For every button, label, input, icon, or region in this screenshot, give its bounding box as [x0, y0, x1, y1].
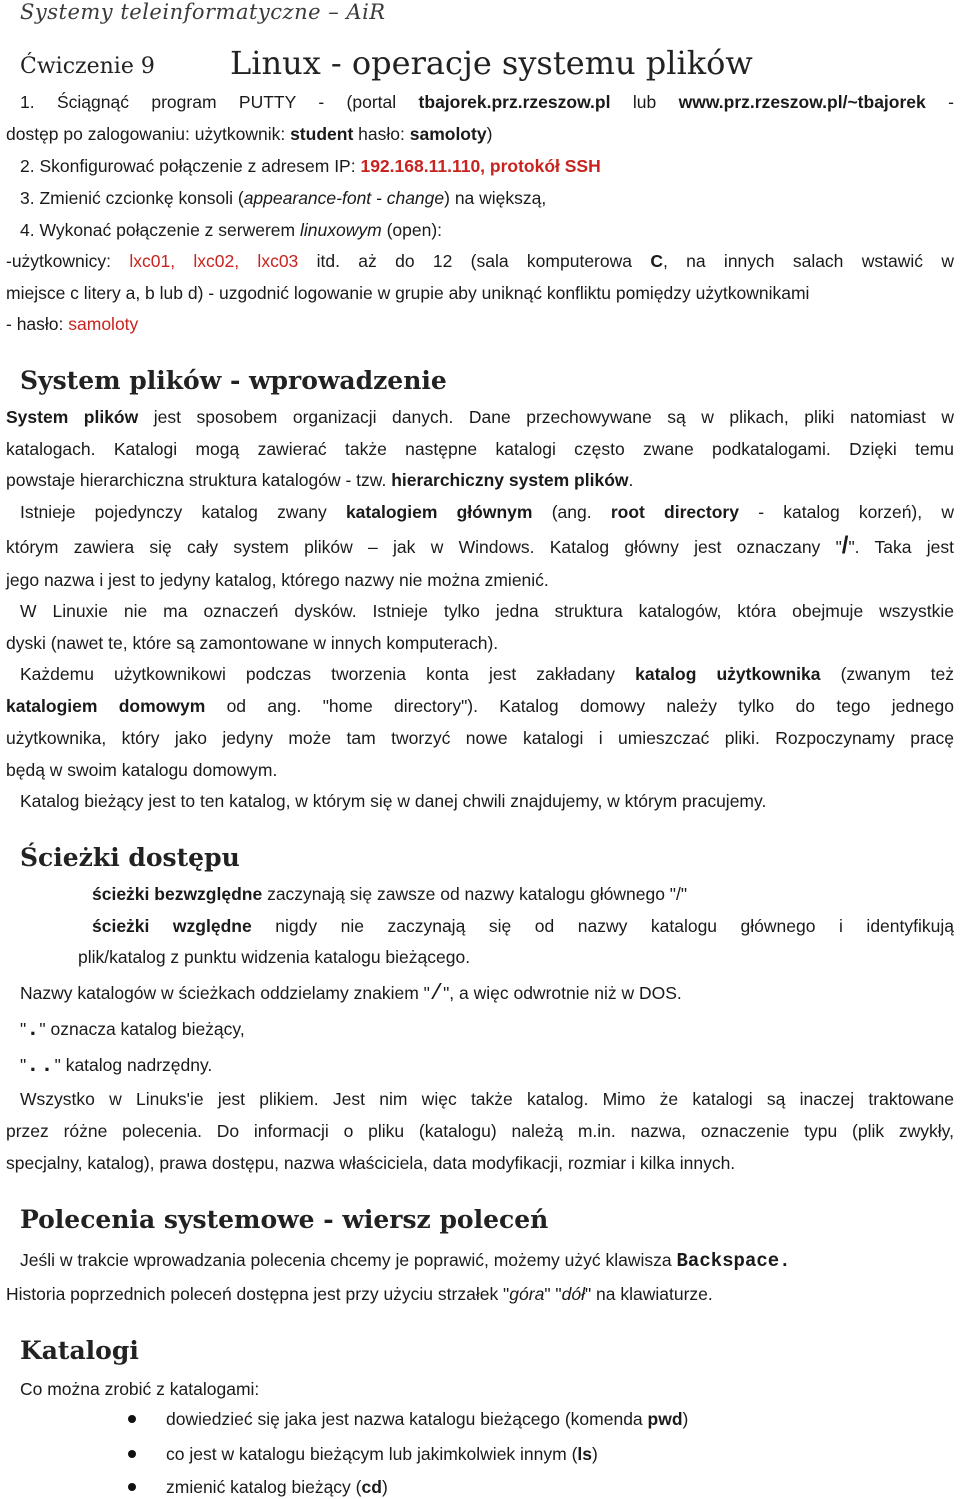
password-label: - hasło:: [6, 314, 64, 334]
step-1-line: [20, 90, 954, 114]
fs-p2-text-3: którym zawiera się cały system plików – jak w Windows. Katalog główny jest oznaczany ": [6, 537, 842, 557]
fs-p1-line3: [6, 468, 954, 492]
backspace-line: [20, 1248, 954, 1273]
step-1-number: 1.: [20, 92, 35, 112]
list-item-end: ): [592, 1444, 598, 1464]
list-item: [166, 1442, 598, 1466]
cmd-cd: cd: [361, 1477, 382, 1497]
absolute-path-text: zaczynają się zawsze od nazwy katalogu głównego "/": [267, 884, 688, 904]
users-text-2: , na innych salach wstawić w: [662, 251, 954, 271]
step-3-text: 3. Zmienić czcionkę konsoli (: [20, 188, 244, 208]
fs-p1-text-3: powstaje hierarchiczna struktura katalogów - tzw.: [6, 470, 387, 490]
step-2-line: [20, 154, 960, 178]
fs-p4-text-2: (zwanym też: [840, 664, 954, 684]
room-letter: C: [650, 251, 663, 271]
step-1-login-line: [6, 122, 954, 146]
login-user: student: [290, 124, 354, 144]
fs-p2-line3: jego nazwa i jest to jedyny katalog, którego nazwy nie można zmienić.: [6, 570, 549, 590]
section-heading-directories: Katalogi: [20, 1336, 139, 1365]
relative-path-term: ścieżki względne: [92, 916, 252, 936]
step-4-text: 4. Wykonać połączenie z serwerem: [20, 220, 296, 240]
fs-p2-line2: [6, 534, 954, 559]
fs-p2-text-2: - katalog korzeń), w: [758, 502, 954, 522]
list-item: [166, 1407, 688, 1431]
fs-p1-dot: .: [628, 470, 634, 490]
parent-dir-quote: ": [20, 1055, 27, 1075]
root-directory-term: root directory: [610, 502, 739, 522]
users-line-2: miejsce c litery a, b lub d) - uzgodnić logowanie w grupie aby uniknąć konfliktu pomiędzy użytkownikami: [6, 283, 810, 303]
password-line: [6, 312, 954, 336]
fs-p2-line1: [20, 500, 954, 524]
parent-dir-line: [20, 1053, 960, 1078]
exercise-number: Ćwiczenie 9: [20, 54, 155, 79]
fs-p5: Katalog bieżący jest to ten katalog, w którym się w danej chwili znajdujemy, w którym pracujemy.: [20, 791, 767, 811]
everything-file-line1: Wszystko w Linuks'ie jest plikiem. Jest nim więc także katalog. Mimo że katalogi są inaczej traktowane: [20, 1089, 954, 1109]
bullet-icon: [128, 1450, 136, 1458]
list-item-text: co jest w katalogu bieżącym lub jakimkolwiek innym (: [166, 1444, 578, 1464]
backspace-text: Jeśli w trakcie wprowadzania polecenia chcemy je poprawić, możemy użyć klawisza: [20, 1250, 672, 1270]
separator-slash: /: [429, 981, 444, 1006]
history-text-end: " na klawiaturze.: [584, 1284, 713, 1304]
section-heading-commands: Polecenia systemowe - wiersz poleceń: [20, 1205, 549, 1234]
fs-p3-line2: dyski (nawet te, które są zamontowane w innych komputerach).: [6, 633, 499, 653]
arrow-up-word: góra: [509, 1284, 545, 1304]
step-1-or: lub: [632, 92, 657, 112]
bullet-icon: [128, 1415, 136, 1423]
step-1-dash: -: [948, 92, 954, 112]
login-pass: samoloty: [409, 124, 487, 144]
user-dir-term: katalog użytkownika: [635, 664, 821, 684]
everything-file-line2: przez różne polecenia. Do informacji o pliku (katalogu) należą m.in. nazwa, oznaczenie typu (plik zwykły,: [6, 1121, 954, 1141]
step-1-text: Ściągnąć program PUTTY - (portal: [57, 92, 397, 112]
fs-p2-ang: (ang.: [551, 502, 592, 522]
step-2-text: 2. Skonfigurować połączenie z adresem IP:: [20, 156, 356, 176]
current-dir-quote: ": [20, 1019, 27, 1039]
separator-line: [20, 981, 960, 1006]
fs-p2-text: Istnieje pojedynczy katalog zwany: [20, 502, 327, 522]
section-heading-paths: Ścieżki dostępu: [20, 843, 240, 872]
users-text: itd. aż do 12 (sala komputerowa: [316, 251, 632, 271]
history-quotes: " ": [544, 1284, 562, 1304]
fs-p4-line4: będą w swoim katalogu domowym.: [6, 760, 278, 780]
relative-path-line: [92, 914, 954, 938]
fs-p4-line3: użytkownika, który jako jedyny może tam tworzyć nowe katalogi i umieszczać pliki. Rozpoczynamy pracę: [6, 728, 954, 748]
exercise-title: Linux - operacje systemu plików: [230, 44, 753, 82]
step-3-line: [20, 186, 960, 210]
absolute-path-term: ścieżki bezwzględne: [92, 884, 263, 904]
fs-p4-line1: [20, 662, 954, 686]
list-item-end: ): [682, 1409, 689, 1429]
section-heading-filesystem: System plików - wprowadzenie: [20, 366, 447, 395]
everything-file-line3: specjalny, katalog), prawa dostępu, nazwa właściciela, data modyfikacji, rozmiar i kilka innych.: [6, 1153, 736, 1173]
fs-p3-line1: W Linuxie nie ma oznaczeń dysków. Istnieje tylko jedna struktura katalogów, która obejmuje wszystkie: [20, 601, 954, 621]
separator-text: Nazwy katalogów w ścieżkach oddzielamy znakiem ": [20, 983, 430, 1003]
relative-path-line-2: plik/katalog z punktu widzenia katalogu bieżącego.: [78, 947, 471, 967]
backspace-key: Backspace.: [676, 1250, 791, 1272]
fs-p4-line2: [6, 694, 954, 718]
fs-p4-text: Każdemu użytkownikowi podczas tworzenia konta jest zakładany: [20, 664, 616, 684]
users-line: [6, 249, 954, 273]
current-dir-dot: .: [26, 1017, 40, 1042]
list-item-end: ): [381, 1477, 388, 1497]
list-item-text: dowiedzieć się jaka jest nazwa katalogu bieżącego (komenda: [166, 1409, 648, 1429]
portal-link[interactable]: tbajorek.prz.rzeszow.pl: [418, 92, 611, 112]
fs-p1-line1: [6, 405, 954, 429]
directories-intro: Co można zrobić z katalogami:: [20, 1379, 260, 1399]
course-header: Systemy teleinformatyczne – AiR: [20, 0, 386, 24]
login-label: dostęp po zalogowaniu: użytkownik:: [6, 124, 286, 144]
cmd-ls: ls: [577, 1444, 593, 1464]
password-value: samoloty: [68, 314, 139, 334]
login-pass-label: hasło:: [358, 124, 405, 144]
step-4-italic: linuxowym: [299, 220, 382, 240]
list-item: [166, 1475, 388, 1499]
users-list: lxc01, lxc02, lxc03: [129, 251, 299, 271]
step-4-line: [20, 218, 960, 242]
users-label: -użytkownicy:: [6, 251, 112, 271]
history-line: [6, 1282, 954, 1306]
fs-p4-text-3: od ang. "home directory"). Katalog domowy należy tylko do tego jednego: [226, 696, 954, 716]
absolute-path-line: [92, 882, 952, 906]
root-slash: /: [841, 532, 849, 559]
cmd-pwd: pwd: [647, 1409, 683, 1429]
parent-dir-dots: ..: [26, 1053, 55, 1078]
history-text: Historia poprzednich poleceń dostępna jest przy użyciu strzałek ": [6, 1284, 510, 1304]
home-dir-term: katalogiem domowym: [6, 696, 206, 716]
fs-p1-line2: katalogach. Katalogi mogą zawierać także następne katalogi często zwane podkatalogami. Dzięki temu: [6, 439, 954, 459]
root-dir-term: katalogiem głównym: [345, 502, 533, 522]
step-3-end: ) na większą,: [444, 188, 547, 208]
login-close-paren: ): [486, 124, 493, 144]
current-dir-text: " oznacza katalog bieżący,: [39, 1019, 245, 1039]
website-link[interactable]: www.prz.rzeszow.pl/~tbajorek: [678, 92, 926, 112]
relative-path-text: nigdy nie zaczynają się od nazwy katalogu głównego i identyfikują: [275, 916, 954, 936]
list-item-text: zmienić katalog bieżący (: [166, 1477, 362, 1497]
step-3-italic: appearance-font - change: [243, 188, 445, 208]
ip-address: 192.168.11.110, protokół SSH: [360, 156, 601, 176]
current-dir-line: [20, 1017, 960, 1042]
exercise-title-row: [20, 44, 950, 84]
hierarchical-fs-term: hierarchiczny system plików: [391, 470, 629, 490]
fs-term: System plików: [6, 407, 139, 427]
fs-p2-text-4: ". Taka jest: [848, 537, 954, 557]
fs-p1-text: jest sposobem organizacji danych. Dane przechowywane są w plikach, pliki natomiast w: [153, 407, 954, 427]
parent-dir-text: " katalog nadrzędny.: [54, 1055, 213, 1075]
step-4-end: (open):: [386, 220, 443, 240]
separator-text-2: ", a więc odwrotnie niż w DOS.: [443, 983, 682, 1003]
arrow-down-word: dół: [561, 1284, 585, 1304]
bullet-icon: [128, 1483, 136, 1491]
